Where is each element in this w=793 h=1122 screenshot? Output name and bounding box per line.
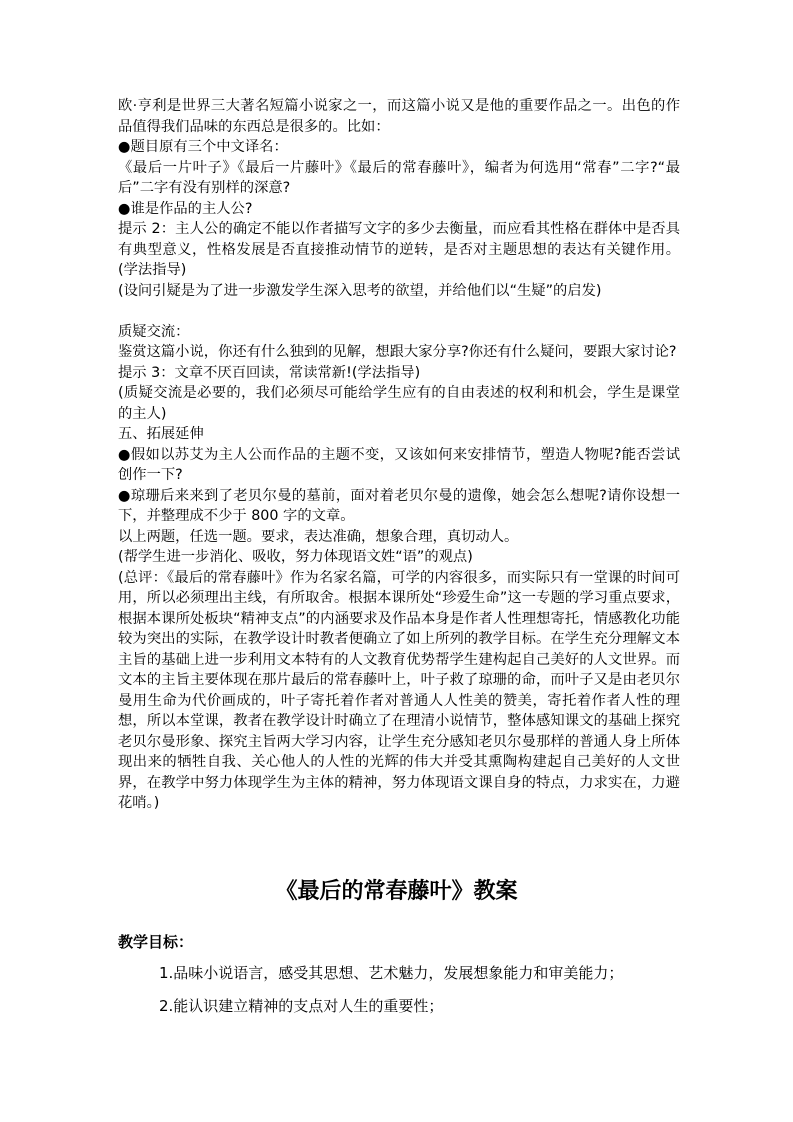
question-title-translations: ●题目原有三个中文译名：: [118, 139, 288, 155]
question-protagonist: ●谁是作品的主人公?: [118, 200, 253, 217]
section-five-heading: 五、拓展延伸: [118, 426, 204, 442]
task-requirements: 以上两题，任选一题。要求，表达准确，想象合理，真切动人。: [118, 528, 519, 545]
extension-task-2: ●琼珊后来来到了老贝尔曼的墓前，面对着老贝尔曼的遗像，她会怎么想呢?请你设想一下，并整理成不少于 800 字的文章。: [118, 487, 680, 524]
extension-task-1: ●假如以苏艾为主人公而作品的主题不变，又该如何来安排情节，塑造人物呢?能否尝试创作一下?: [118, 446, 680, 483]
summary-comment: (总评：《最后的常春藤叶》作为名家名篇，可学的内容很多，而实际只有一堂课的时间可用，所以必须理出主线，有所取舍。根据本课所处“珍爱生命”这一专题的学习重点要求，根据本课所处板块“精神支点”的内涵要求及作品本身是作者人性理想寄托，情感教化功能较为突出的实际，在教学设计时教者便确立了如上所列的教学目标。在学生充分理解文本主旨的基础上进一步利用文本特有的人文教育优势帮学生建构起自己美好的人文世界。而文本的主旨主要体现在那片最后的常春藤叶上，叶子救了琼珊的命，而叶子又是由老贝尔曼用生命为代价画成的，叶子寄托着作者对普通人人性美的赞美，寄托着作者人性的理想，所以本堂课，教者在教学设计时确立了在理清小说情节，整体感知课文的基础上探究老贝尔曼形象、探究主旨两大学习内容，让学生充分感知老贝尔曼那样的普通人身上所体现出来的牺牲自我、关心他人的人性的光辉的伟大并受其熏陶构建起自己美好的人文世界，在教学中努力体现学生为主体的精神，努力体现语文课自身的特点，力求实在，力避花哨。): [118, 569, 680, 811]
objective-item: 1.品味小说语言，感受其思想、艺术魅力，发展想象能力和审美能力；: [159, 964, 624, 982]
blank-line: [118, 301, 680, 322]
intro-paragraph: 欧·亨利是世界三大著名短篇小说家之一，而这篇小说又是他的重要作品之一。出色的作品值得我们品味的东西总是很多的。比如：: [118, 98, 680, 135]
objectives-heading: 教学目标：: [118, 933, 194, 951]
discussion-note: (质疑交流是必要的，我们必须尽可能给学生应有的自由表述的权利和机会，学生是课堂的主人): [118, 385, 680, 422]
hint-2-note: (设问引疑是为了进一步激发学生深入思考的欲望，并给他们以“生疑”的启发): [118, 282, 602, 299]
page-title: 《最后的常春藤叶》教案: [275, 878, 518, 904]
body-text: [118, 96, 680, 814]
task-note: (帮学生进一步消化、吸收，努力体现语文姓“语”的观点): [118, 549, 473, 565]
title-translations-text: 《最后一片叶子》《最后一片藤叶》《最后的常春藤叶》，编者为何选用“常春”二字?“最后”二字有没有别样的深意?: [118, 159, 680, 196]
objective-item: 2.能认识建立精神的支点对人生的重要性；: [159, 997, 444, 1015]
hint-3: 提示 3：文章不厌百回读，常读常新!(学法指导): [118, 364, 421, 381]
discussion-heading: 质疑交流：: [118, 323, 190, 340]
discussion-prompt: 鉴赏这篇小说，你还有什么独到的见解，想跟大家分享?你还有什么疑问，要跟大家讨论?: [118, 344, 677, 360]
hint-2: 提示 2：主人公的确定不能以作者描写文字的多少去衡量，而应看其性格在群体中是否具有典型意义，性格发展是否直接推动情节的逆转，是否对主题思想的表达有关键作用。(学法指导): [118, 221, 680, 278]
